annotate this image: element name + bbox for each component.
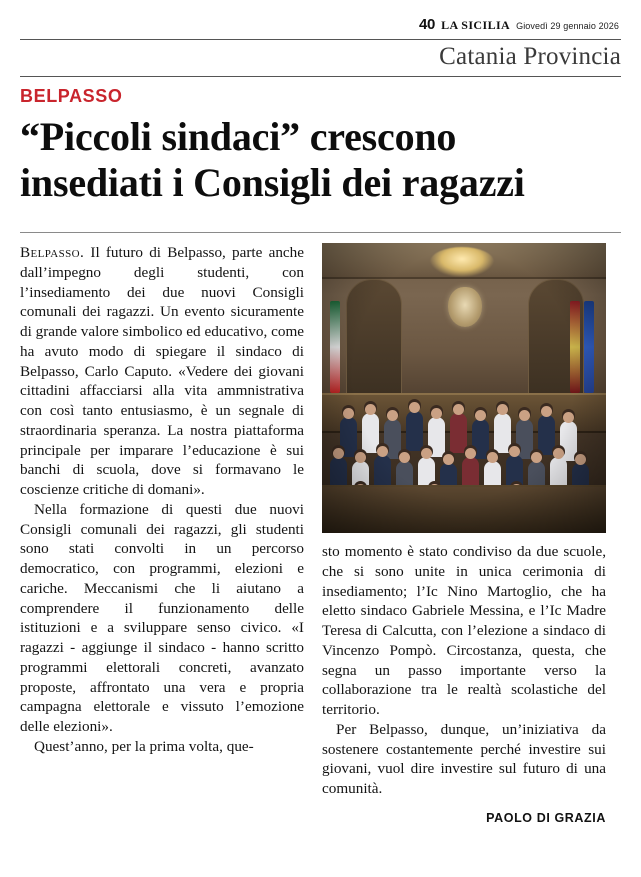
paragraph-lead bbox=[20, 243, 304, 500]
byline: PAOLO DI GRAZIA bbox=[486, 810, 606, 825]
headline-divider bbox=[20, 232, 621, 233]
page-title bbox=[20, 114, 621, 205]
paper-name: LA SICILIA bbox=[441, 18, 511, 32]
headline-line-1: “Piccoli sindaci” crescono bbox=[20, 114, 457, 160]
section-title: Catania Provincia bbox=[439, 43, 621, 70]
dateline: Belpasso. bbox=[20, 244, 85, 262]
paragraph: Nella formazione di questi due nuovi Consigli comunali dei ragazzi, gli studenti sono stati convolti in un percorso democratico, con programmi, elezioni e cariche. Meccanismi che li aiutano a comprendere il funzionamento delle istituzioni e a sviluppare senso civico. «I ragazzi - aggiunge il sindaco - hanno scritto programmi elettorali concreti, avanzato proposte, affrontato una vera e propria campagna elettorale e vissuto l’emozione delle elezioni». bbox=[20, 500, 304, 736]
paragraph: Quest’anno, per la prima volta, que- bbox=[34, 737, 254, 755]
issue-date: Giovedì 29 gennaio 2026 bbox=[516, 21, 619, 31]
section-divider bbox=[20, 76, 621, 77]
paragraph-lead-text: Il futuro di Belpasso, parte anche dall’impegno degli studenti, con l’insediamento dei due nuovi Consigli comunali dei ragazzi. Un evento sicuramente di grande valore simbolico ed educativo, come ha avuto modo di spiegare il sindaco di Belpasso, Carlo Caputo. «Vedere dei giovani cittadini affacciarsi alla vita ammnistrativa con così tanto entusiasmo, è un segnale di straordinaria speranza. La nostra piattaforma principale per imparare l’educazione è sui banchi di scuola, dove si formavano le coscienze critiche di domani». bbox=[20, 244, 304, 499]
photo-vignette bbox=[322, 243, 606, 533]
section-row bbox=[20, 40, 621, 70]
masthead bbox=[20, 16, 621, 36]
paragraph: sto momento è stato condiviso da due scuole, che si sono unite in unica cerimonia di insediamento; l’Ic Nino Martoglio, che ha eletto sindaco Gabriele Messina, e l’Ic Madre Teresa di Calcutta, con l’elezione a sindaco di Vincenzo Pompò. Circostanza, questa, che segna un passo importante verso la collaborazione tra le realtà scolastiche del territorio. bbox=[322, 543, 606, 719]
article-columns bbox=[20, 243, 621, 825]
headline-line-2: insediati i Consigli dei ragazzi bbox=[20, 159, 525, 205]
column-left bbox=[20, 243, 304, 825]
page-number: 40 bbox=[418, 16, 436, 33]
paragraph: Per Belpasso, dunque, un’iniziativa da sostenere costantemente perché investire sui giovani, vuol dire investire sul futuro di una comunità. bbox=[322, 720, 606, 798]
article-kicker: BELPASSO bbox=[20, 86, 123, 107]
article-photo bbox=[322, 243, 606, 533]
column-right bbox=[322, 243, 606, 825]
